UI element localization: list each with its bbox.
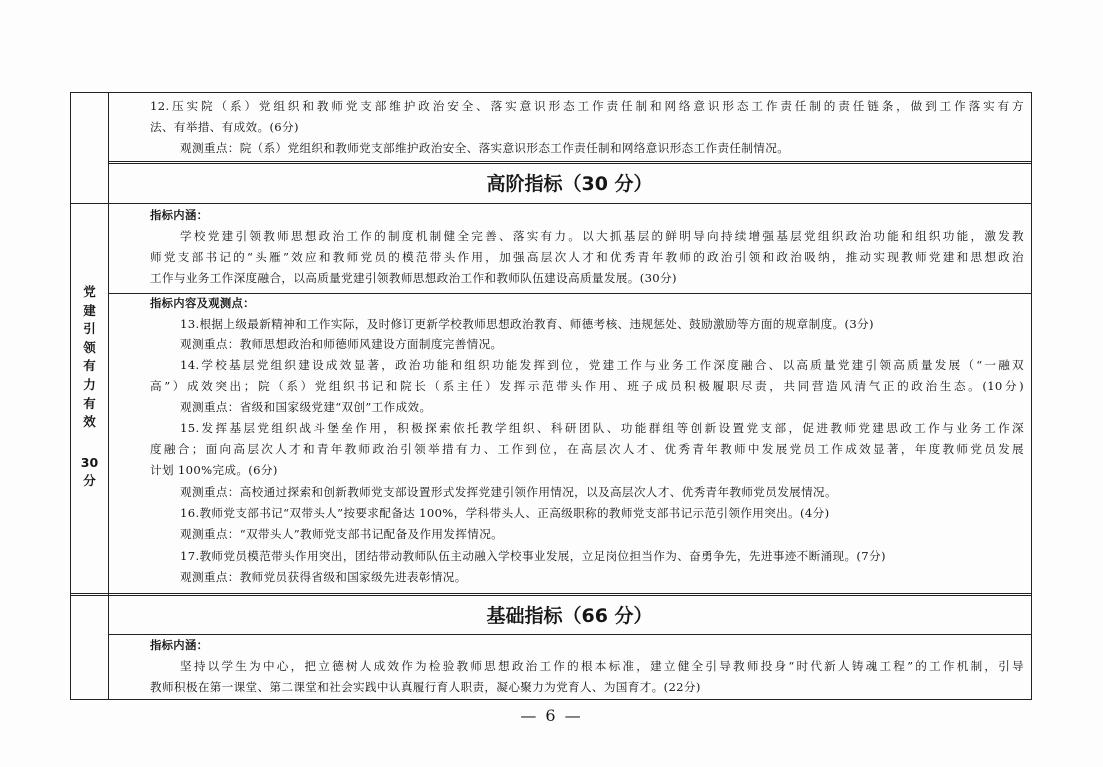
item-15-line-2: 度融合；面向高层次人才和青年教师政治引领举措有力、工作到位，在高层次人才、优秀青年教师中发展党员工作成效显著，年度教师党员发展 xyxy=(150,442,1024,456)
category-label-text xyxy=(71,283,108,432)
row-divider xyxy=(71,595,1031,596)
category-label xyxy=(71,283,108,491)
row-divider xyxy=(71,593,1031,594)
item-12-line-2: 法、有举措、有成效。(6分) xyxy=(150,120,299,134)
category-score-unit: 分 xyxy=(83,473,96,489)
section-title-high: 高阶指标（30 分） xyxy=(486,173,653,195)
item-14-line-2: 高”）成效突出；院（系）党组织书记和院长（系主任）发挥示范带头作用、班子成员积极履职尽责，共同营造风清气正的政治生态。(10分) xyxy=(150,379,1024,393)
item-13: 13.根据上级最新精神和工作实际，及时修订更新学校教师思想政治教育、师德考核、违规惩处、鼓励激励等方面的规章制度。(3分) xyxy=(180,317,874,331)
item-14-line-1: 14.学校基层党组织建设成效显著，政治功能和组织功能发挥到位，党建工作与业务工作深度融合、以高质量党建引领高质量发展（“一融双 xyxy=(180,358,1024,372)
row-divider xyxy=(108,634,1031,635)
base-connotation-heading: 指标内涵： xyxy=(150,639,209,652)
content-heading: 指标内容及观测点： xyxy=(150,297,255,310)
category-label-char: 引 xyxy=(83,321,96,337)
row-divider xyxy=(108,163,1031,164)
connotation-line: 学校党建引领教师思想政治工作的制度机制健全完善、落实有力。以大抓基层的鲜明导向持续增强基层党组织政治功能和组织功能，激发教 xyxy=(180,229,1024,243)
connotation-line: 师党支部书记的“头雁”效应和教师党员的模范带头作用，加强高层次人才和优秀青年教师的政治引领和政治吸纳，推动实现教师党建和思想政治 xyxy=(150,250,1024,264)
item-17-observation: 观测重点：教师党员获得省级和国家级先进表彰情况。 xyxy=(180,570,467,584)
item-16: 16.教师党支部书记“双带头人”按要求配备达 100%，学科带头人、正高级职称的教师党支部书记示范引领作用突出。(4分) xyxy=(180,506,830,520)
item-12-line-1: 12.压实院（系）党组织和教师党支部维护政治安全、落实意识形态工作责任制和网络意识形态工作责任制的责任链条，做到工作落实有方 xyxy=(150,99,1024,113)
item-14-observation: 观测重点：省级和国家级党建“双创”工作成效。 xyxy=(180,400,432,414)
index-table xyxy=(70,92,1032,700)
item-17: 17.教师党员模范带头作用突出，团结带动教师队伍主动融入学校事业发展，立足岗位担当作为、奋勇争先，先进事迹不断涌现。(7分) xyxy=(180,549,886,563)
category-label-char: 领 xyxy=(83,339,96,355)
section-title-base: 基础指标（66 分） xyxy=(486,605,653,627)
item-15-line-1: 15.发挥基层党组织战斗堡垒作用，积极探索依托教学组织、科研团队、功能群组等创新设置党支部，促进教师党建思政工作与业务工作深 xyxy=(180,421,1024,435)
category-label-char: 党 xyxy=(83,284,96,299)
item-15-line-3: 计划 100%完成。(6分) xyxy=(150,463,278,477)
category-score-number: 30 xyxy=(80,454,99,470)
base-connotation-line: 教师积极在第一课堂、第二课堂和社会实践中认真履行育人职责，凝心聚力为党育人、为国育才。(22分) xyxy=(150,680,701,694)
item-15-observation: 观测重点：高校通过探索和创新教师党支部设置形式发挥党建引领作用情况，以及高层次人才、优秀青年教师党员发展情况。 xyxy=(180,485,837,499)
item-16-observation: 观测重点：“双带头人”教师党支部书记配备及作用发挥情况。 xyxy=(180,527,504,541)
category-label-char: 建 xyxy=(83,302,96,318)
item-13-observation: 观测重点：教师思想政治和师德师风建设方面制度完善情况。 xyxy=(180,337,503,351)
category-label-char: 力 xyxy=(83,376,96,392)
row-divider xyxy=(71,203,1031,204)
connotation-heading: 指标内涵： xyxy=(150,209,209,222)
base-connotation-line: 坚持以学生为中心，把立德树人成效作为检验教师思想政治工作的根本标准，建立健全引导教师投身“时代新人铸魂工程”的工作机制，引导 xyxy=(180,659,1024,673)
connotation-line: 工作与业务工作深度融合，以高质量党建引领教师思想政治工作和教师队伍建设高质量发展。(30分) xyxy=(150,271,677,285)
page-number: — 6 — xyxy=(520,706,583,725)
category-label-char: 有 xyxy=(83,395,96,411)
category-label-char: 有 xyxy=(83,358,96,374)
item-12-observation: 观测重点：院（系）党组织和教师党支部维护政治安全、落实意识形态工作责任制和网络意识形态工作责任制情况。 xyxy=(180,141,790,155)
category-label-char: 效 xyxy=(83,414,96,430)
